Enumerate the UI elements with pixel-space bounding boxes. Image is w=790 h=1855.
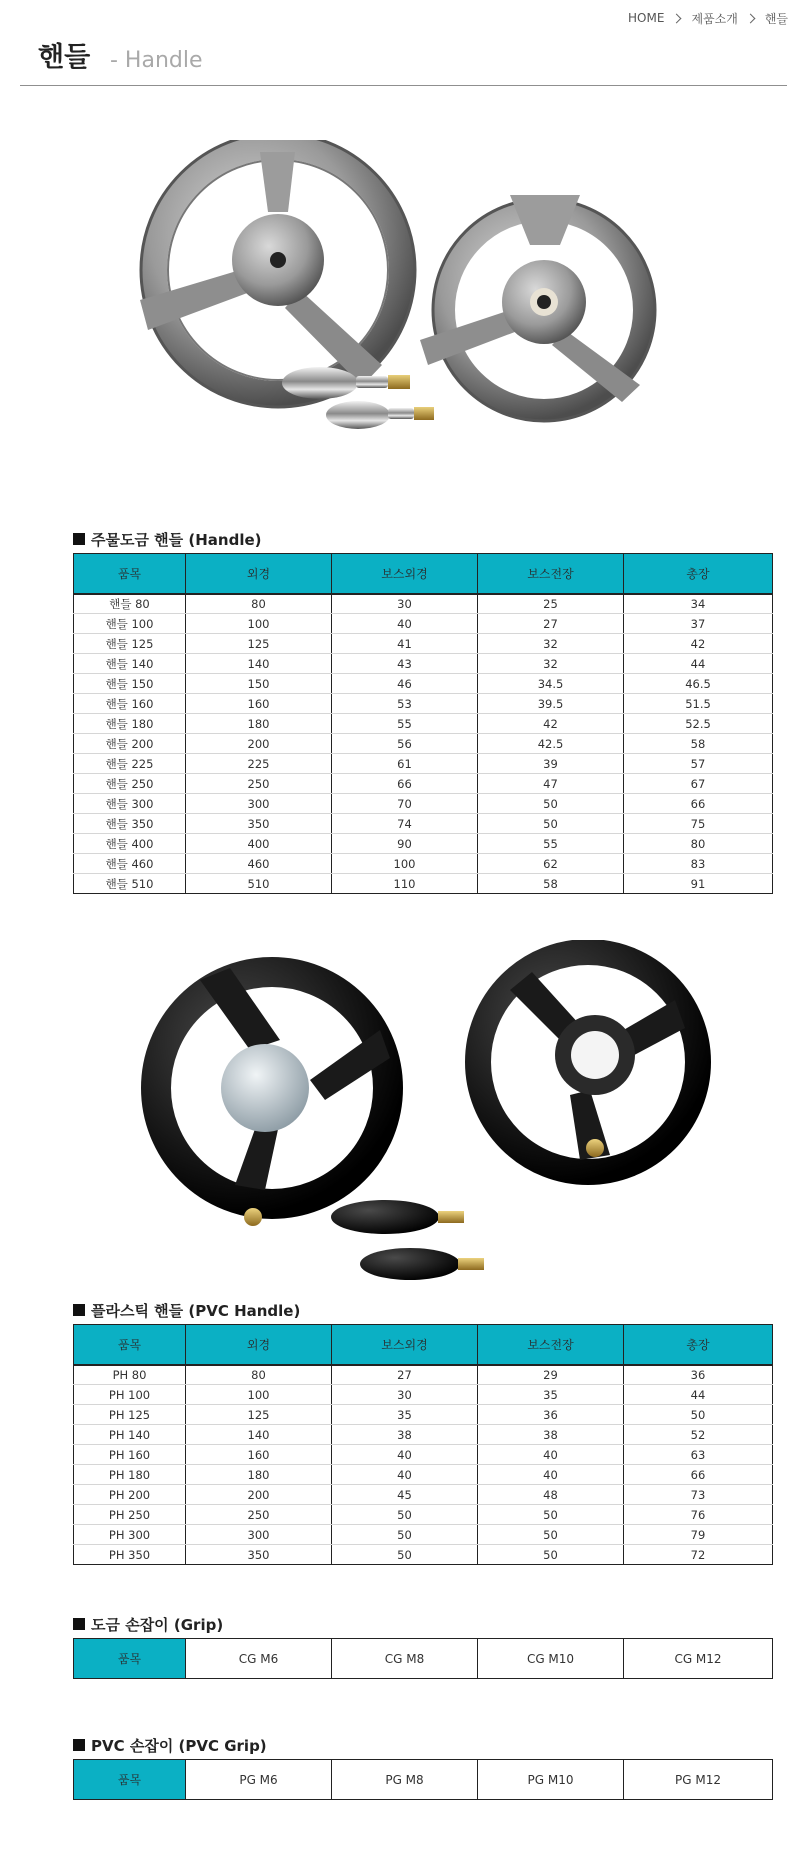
table-cell: 32	[478, 654, 624, 674]
table-header-cell: 품목	[74, 1325, 186, 1365]
chevron-right-icon	[745, 13, 755, 23]
table-header-cell: 품목	[74, 1639, 186, 1679]
table-cell: 62	[478, 854, 624, 874]
table-cell: 27	[478, 614, 624, 634]
table-cell: 핸들 125	[74, 634, 186, 654]
table-cell: 100	[186, 1385, 332, 1405]
table-cell: 400	[186, 834, 332, 854]
table-cell: 40	[332, 614, 478, 634]
table-row	[74, 654, 773, 674]
table-cell: 76	[624, 1505, 773, 1525]
table-cell: 48	[478, 1485, 624, 1505]
table-cell: CG M10	[478, 1639, 624, 1679]
table-cell: 510	[186, 874, 332, 894]
table-row	[74, 1405, 773, 1425]
table-header-cell: 총장	[624, 1325, 773, 1365]
table-cell: 100	[186, 614, 332, 634]
table-cell: 핸들 80	[74, 594, 186, 614]
section-title-text: 플라스틱 핸들 (PVC Handle)	[91, 1301, 301, 1320]
table-cell: 250	[186, 774, 332, 794]
table-cell: 35	[332, 1405, 478, 1425]
grip-spec-table	[73, 1638, 773, 1679]
table-header-cell: 보스전장	[478, 1325, 624, 1365]
page-header	[20, 42, 787, 86]
section-title-text: 도금 손잡이 (Grip)	[91, 1615, 224, 1634]
table-cell: 58	[478, 874, 624, 894]
table-row	[74, 1545, 773, 1565]
table-row	[74, 834, 773, 854]
table-cell: 58	[624, 734, 773, 754]
table-cell: 32	[478, 634, 624, 654]
table-cell: 74	[332, 814, 478, 834]
table-row	[74, 734, 773, 754]
table-cell: 50	[478, 814, 624, 834]
table-row	[74, 1385, 773, 1405]
table-row	[74, 594, 773, 614]
table-cell: PH 350	[74, 1545, 186, 1565]
table-cell: 225	[186, 754, 332, 774]
table-cell: PG M10	[478, 1760, 624, 1800]
table-cell: 50	[332, 1545, 478, 1565]
bullet-square-icon	[73, 1618, 85, 1630]
breadcrumb-home[interactable]: HOME	[628, 11, 665, 25]
table-row	[74, 1365, 773, 1385]
table-cell: CG M6	[186, 1639, 332, 1679]
table-cell: 핸들 510	[74, 874, 186, 894]
table-cell: 50	[332, 1505, 478, 1525]
table-header-cell: 보스외경	[332, 554, 478, 594]
table-cell: 79	[624, 1525, 773, 1545]
table-row	[74, 774, 773, 794]
table-row	[74, 674, 773, 694]
table-row	[74, 754, 773, 774]
table-row	[74, 614, 773, 634]
table-cell: 40	[478, 1445, 624, 1465]
chevron-right-icon	[672, 13, 682, 23]
table-cell: 140	[186, 1425, 332, 1445]
breadcrumb	[628, 10, 788, 26]
table-row	[74, 1465, 773, 1485]
table-cell: 42	[624, 634, 773, 654]
table-header-cell: 외경	[186, 1325, 332, 1365]
pvc-grip-spec-table	[73, 1759, 773, 1800]
table-cell: 72	[624, 1545, 773, 1565]
table-row	[74, 1445, 773, 1465]
table-cell: 41	[332, 634, 478, 654]
table-cell: 40	[332, 1445, 478, 1465]
table-cell: 36	[624, 1365, 773, 1385]
table-cell: 55	[332, 714, 478, 734]
bullet-square-icon	[73, 533, 85, 545]
table-cell: 38	[478, 1425, 624, 1445]
table-cell: 42	[478, 714, 624, 734]
table-cell: 180	[186, 714, 332, 734]
table-cell: 180	[186, 1465, 332, 1485]
table-cell: 83	[624, 854, 773, 874]
table-cell: 70	[332, 794, 478, 814]
table-cell: PH 140	[74, 1425, 186, 1445]
table-cell: 50	[624, 1405, 773, 1425]
table-row	[74, 1760, 773, 1800]
table-cell: 50	[332, 1525, 478, 1545]
table-cell: 110	[332, 874, 478, 894]
table-cell: 100	[332, 854, 478, 874]
table-cell: 핸들 160	[74, 694, 186, 714]
page-title: 핸들	[38, 42, 91, 73]
table-cell: 27	[332, 1365, 478, 1385]
table-cell: 80	[186, 1365, 332, 1385]
table-cell: 25	[478, 594, 624, 614]
table-cell: 34	[624, 594, 773, 614]
section-title-grip	[73, 1614, 223, 1634]
table-cell: 53	[332, 694, 478, 714]
table-cell: 45	[332, 1485, 478, 1505]
table-cell: 30	[332, 594, 478, 614]
table-cell: PH 250	[74, 1505, 186, 1525]
table-row	[74, 1639, 773, 1679]
table-cell: 350	[186, 1545, 332, 1565]
table-cell: 200	[186, 1485, 332, 1505]
section-title-metal-handle	[73, 529, 262, 549]
table-header-row	[74, 1325, 773, 1365]
table-cell: PG M8	[332, 1760, 478, 1800]
table-cell: 44	[624, 1385, 773, 1405]
table-cell: 125	[186, 634, 332, 654]
table-cell: 57	[624, 754, 773, 774]
table-cell: 40	[478, 1465, 624, 1485]
table-header-cell: 외경	[186, 554, 332, 594]
table-cell: 50	[478, 1505, 624, 1525]
table-cell: 39	[478, 754, 624, 774]
table-cell: 66	[624, 1465, 773, 1485]
table-row	[74, 1525, 773, 1545]
table-cell: 30	[332, 1385, 478, 1405]
table-cell: 125	[186, 1405, 332, 1425]
table-header-cell: 보스외경	[332, 1325, 478, 1365]
table-cell: 47	[478, 774, 624, 794]
table-cell: 39.5	[478, 694, 624, 714]
section-title-text: 주물도금 핸들 (Handle)	[91, 530, 262, 549]
table-cell: 핸들 225	[74, 754, 186, 774]
table-cell: PH 80	[74, 1365, 186, 1385]
table-cell: 핸들 460	[74, 854, 186, 874]
breadcrumb-current: 핸들	[764, 11, 788, 26]
table-cell: 35	[478, 1385, 624, 1405]
table-cell: 66	[332, 774, 478, 794]
table-cell: 핸들 350	[74, 814, 186, 834]
table-cell: 67	[624, 774, 773, 794]
table-cell: 150	[186, 674, 332, 694]
table-header-row	[74, 554, 773, 594]
table-row	[74, 794, 773, 814]
table-cell: 160	[186, 1445, 332, 1465]
page-subtitle: - Handle	[110, 48, 203, 73]
table-cell: 37	[624, 614, 773, 634]
table-cell: PH 160	[74, 1445, 186, 1465]
table-cell: 46.5	[624, 674, 773, 694]
table-cell: PH 300	[74, 1525, 186, 1545]
table-row	[74, 1485, 773, 1505]
table-cell: 핸들 100	[74, 614, 186, 634]
table-cell: 44	[624, 654, 773, 674]
table-cell: 55	[478, 834, 624, 854]
table-cell: PG M6	[186, 1760, 332, 1800]
table-cell: 80	[624, 834, 773, 854]
table-row	[74, 634, 773, 654]
table-cell: 34.5	[478, 674, 624, 694]
table-cell: 51.5	[624, 694, 773, 714]
table-cell: 핸들 400	[74, 834, 186, 854]
table-cell: 52	[624, 1425, 773, 1445]
table-cell: PG M12	[624, 1760, 773, 1800]
table-cell: 29	[478, 1365, 624, 1385]
table-row	[74, 854, 773, 874]
breadcrumb-category[interactable]: 제품소개	[691, 11, 738, 26]
section-title-pvc-handle	[73, 1300, 300, 1320]
table-row	[74, 694, 773, 714]
table-cell: 핸들 140	[74, 654, 186, 674]
table-cell: PH 180	[74, 1465, 186, 1485]
table-cell: 핸들 200	[74, 734, 186, 754]
table-cell: 50	[478, 794, 624, 814]
table-cell: PH 200	[74, 1485, 186, 1505]
table-cell: 40	[332, 1465, 478, 1485]
table-cell: 460	[186, 854, 332, 874]
table-cell: 140	[186, 654, 332, 674]
table-cell: PH 125	[74, 1405, 186, 1425]
table-row	[74, 1505, 773, 1525]
table-cell: 61	[332, 754, 478, 774]
table-header-cell: 보스전장	[478, 554, 624, 594]
table-cell: CG M8	[332, 1639, 478, 1679]
table-cell: 80	[186, 594, 332, 614]
pvc-handle-spec-table	[73, 1324, 773, 1565]
table-cell: 43	[332, 654, 478, 674]
table-row	[74, 814, 773, 834]
table-cell: 200	[186, 734, 332, 754]
metal-handle-spec-table	[73, 553, 773, 894]
table-row	[74, 1425, 773, 1445]
table-cell: 46	[332, 674, 478, 694]
table-header-cell: 품목	[74, 554, 186, 594]
table-cell: 핸들 150	[74, 674, 186, 694]
table-cell: 300	[186, 1525, 332, 1545]
table-cell: 42.5	[478, 734, 624, 754]
table-cell: 350	[186, 814, 332, 834]
bullet-square-icon	[73, 1304, 85, 1316]
section-title-text: PVC 손잡이 (PVC Grip)	[91, 1736, 267, 1755]
table-cell: 50	[478, 1525, 624, 1545]
table-cell: 300	[186, 794, 332, 814]
metal-handle-photo	[120, 140, 720, 520]
table-row	[74, 714, 773, 734]
table-header-cell: 총장	[624, 554, 773, 594]
table-cell: 50	[478, 1545, 624, 1565]
bullet-square-icon	[73, 1739, 85, 1751]
table-row	[74, 874, 773, 894]
table-cell: 73	[624, 1485, 773, 1505]
table-cell: 250	[186, 1505, 332, 1525]
table-cell: 63	[624, 1445, 773, 1465]
table-header-cell: 품목	[74, 1760, 186, 1800]
table-cell: 핸들 300	[74, 794, 186, 814]
table-cell: 핸들 250	[74, 774, 186, 794]
table-cell: 38	[332, 1425, 478, 1445]
section-title-pvc-grip	[73, 1735, 267, 1755]
table-cell: 핸들 180	[74, 714, 186, 734]
table-cell: 56	[332, 734, 478, 754]
table-cell: 66	[624, 794, 773, 814]
table-cell: 52.5	[624, 714, 773, 734]
table-cell: 36	[478, 1405, 624, 1425]
table-cell: 75	[624, 814, 773, 834]
table-cell: 160	[186, 694, 332, 714]
table-cell: 91	[624, 874, 773, 894]
table-cell: PH 100	[74, 1385, 186, 1405]
table-cell: 90	[332, 834, 478, 854]
pvc-handle-photo	[140, 940, 720, 1285]
table-cell: CG M12	[624, 1639, 773, 1679]
